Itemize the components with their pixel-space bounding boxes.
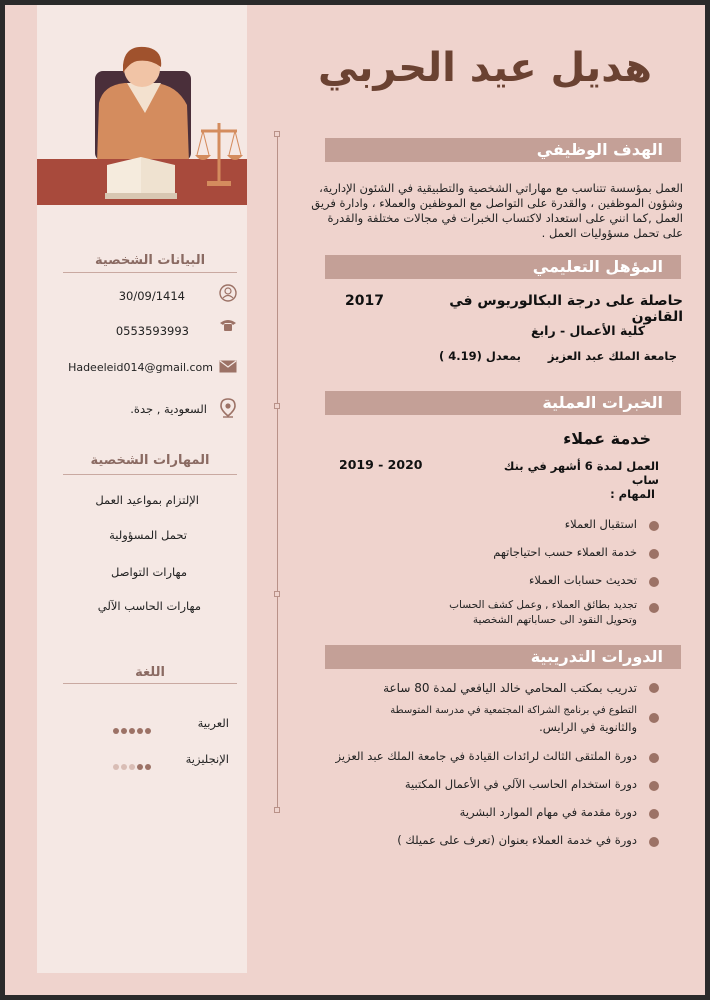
phone-number: 0553593993 — [115, 324, 189, 338]
education-heading: المؤهل التعليمي — [325, 255, 681, 279]
gpa: بمعدل (4.19 ) — [438, 349, 521, 363]
skill-item: تحمل المسؤولية — [109, 528, 187, 542]
course-item: والثانوية في الرايس. — [539, 720, 637, 734]
graduation-year: 2017 — [345, 293, 384, 309]
calendar-user-icon — [219, 284, 237, 302]
timeline-marker — [274, 591, 280, 597]
bullet — [649, 683, 659, 693]
experience-heading: الخبرات العملية — [325, 391, 681, 415]
bullet — [649, 603, 659, 613]
degree: حاصلة على درجة البكالوريوس في القانون — [449, 293, 683, 325]
task-item: تجديد بطائق العملاء , وعمل كشف الحساب — [449, 599, 637, 611]
bullet — [649, 837, 659, 847]
timeline-marker — [274, 403, 280, 409]
lawyer-illustration — [37, 43, 247, 205]
skill-item: الإلتزام بمواعيد العمل — [95, 493, 199, 507]
bullet — [649, 753, 659, 763]
phone-icon — [219, 318, 237, 332]
language-name: العربية — [197, 716, 229, 730]
task-item: استقبال العملاء — [564, 517, 637, 531]
timeline-marker — [274, 131, 280, 137]
bullet — [649, 549, 659, 559]
task-item: خدمة العملاء حسب احتياجاتهم — [493, 545, 637, 559]
language-level — [111, 755, 151, 774]
level-dot — [145, 728, 151, 734]
level-dot — [137, 728, 143, 734]
level-dot — [121, 728, 127, 734]
course-item: دورة الملتقى الثالث لرائدات القيادة في جامعة الملك عبد العزيز — [335, 749, 637, 763]
faculty: كلية الأعمال - رابغ — [530, 323, 645, 338]
task-item: تحديث حسابات العملاء — [528, 573, 637, 587]
level-dot — [113, 764, 119, 770]
email-address: Hadeeleid014@gmail.com — [68, 361, 213, 374]
university: جامعة الملك عبد العزيز — [547, 349, 677, 363]
level-dot — [129, 728, 135, 734]
location: السعودية , جدة. — [130, 402, 207, 416]
bullet — [649, 577, 659, 587]
timeline-marker — [274, 807, 280, 813]
skill-item: مهارات الحاسب الآلي — [97, 599, 201, 613]
level-dot — [145, 764, 151, 770]
course-item: التطوع في برنامج الشراكة المجتمعية في مدرسة المتوسطة — [390, 705, 637, 716]
email-icon — [219, 360, 237, 373]
course-item: دورة استخدام الحاسب الآلي في الأعمال المكتبية — [404, 777, 637, 791]
divider — [63, 474, 237, 475]
level-dot — [137, 764, 143, 770]
level-dot — [113, 728, 119, 734]
job-description: العمل لمدة 6 أشهر في بنك ساب — [503, 459, 659, 487]
birthdate: 30/09/1414 — [118, 289, 185, 303]
personal-info-heading: البيانات الشخصية — [94, 253, 206, 268]
skill-item: مهارات التواصل — [111, 565, 187, 579]
language-level — [111, 719, 151, 738]
timeline-line — [277, 133, 278, 813]
languages-heading: اللغة — [135, 665, 165, 680]
divider — [63, 272, 237, 273]
bullet — [649, 521, 659, 531]
language-name: الإنجليزية — [185, 752, 229, 766]
skills-heading: المهارات الشخصية — [90, 453, 210, 468]
level-dot — [129, 764, 135, 770]
level-dot — [121, 764, 127, 770]
job-role: خدمة عملاء — [563, 429, 651, 448]
bullet — [649, 713, 659, 723]
tasks-label: المهام : — [610, 487, 655, 501]
course-item: دورة في خدمة العملاء بعنوان (تعرف على عميلك ) — [397, 833, 637, 847]
courses-heading: الدورات التدريبية — [325, 645, 681, 669]
course-item: دورة مقدمة في مهام الموارد البشرية — [459, 805, 637, 819]
course-item: تدريب بمكتب المحامي خالد اليافعي لمدة 80 ساعة — [383, 681, 637, 695]
task-item: وتحويل النقود الى حساباتهم الشخصية — [472, 614, 637, 626]
divider — [63, 683, 237, 684]
job-period: 2019 - 2020 — [339, 457, 423, 472]
resume-page — [5, 5, 705, 995]
objective-text: العمل بمؤسسة تتناسب مع مهاراتي الشخصية والتطبيقية في الشئون الإدارية، وشؤون الموظفين ، والقدرة على التواصل مع الموظفين والعملاء ، وادارة فريق العمل ,كما انني على استعداد لاكتساب الخبرات في مجالات مختلفة والقدرة على تحمل مسؤوليات العمل . — [311, 181, 683, 240]
objective-heading: الهدف الوظيفي — [325, 138, 681, 162]
full-name: هديل عيد الحربي — [317, 45, 653, 91]
location-icon — [220, 398, 236, 418]
bullet — [649, 781, 659, 791]
bullet — [649, 809, 659, 819]
